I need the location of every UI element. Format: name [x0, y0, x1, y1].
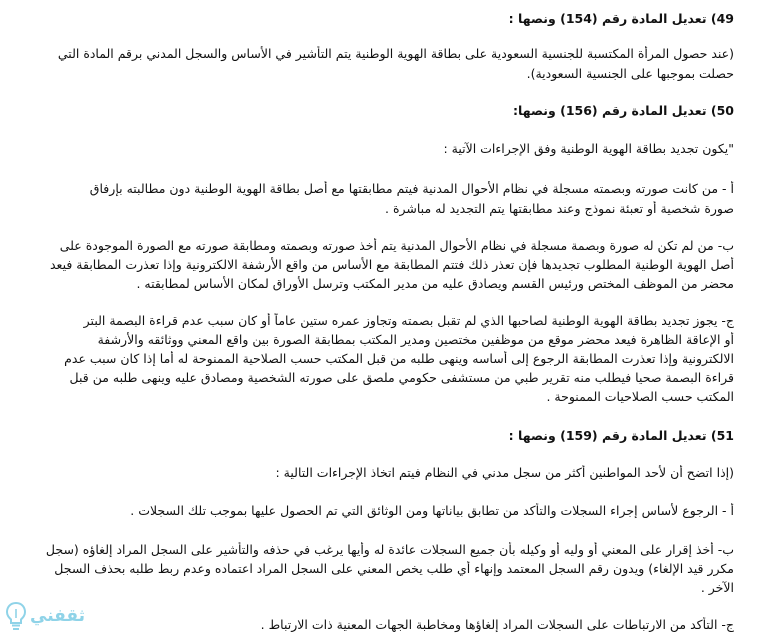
article-49-text-line-2: حصلت بموجبها على الجنسية السعودية).	[526, 66, 734, 81]
article-50-item-c-line-5: المكتب حسب الصلاحيات الممنوحة .	[546, 389, 734, 404]
article-51-item-b-line-3: الآخر .	[700, 580, 734, 595]
article-51-item-c-line-1: ج- التأكد من الارتباطات على السجلات المراد إلغاؤها ومخاطبة الجهات المعنية ذات الارتباط .	[260, 617, 734, 632]
article-50-item-c-line-3: الالكترونية وإذا تعذرت المطابقة الرجوع إلى أساسه وينهى طلبه من قبل المكتب حسب الصلاحية الممنوحة له أما إذا كان سبب عدم	[64, 351, 734, 366]
watermark-text: ثقفني	[30, 606, 85, 626]
article-50-heading: 50) تعديل المادة رقم (156) ونصها:	[513, 103, 734, 118]
article-49-heading: 49) تعديل المادة رقم (154) ونصها :	[508, 11, 734, 26]
article-50-item-c-line-4: قراءة البصمة صحيا فيطلب منه تقرير طبي من مستشفى حكومي ملصق على صورته الشخصية ومصادق عليه وينهى طلبه من قبل	[69, 370, 734, 385]
article-50-item-b-line-1: ب- من لم تكن له صورة وبصمة مسجلة في نظام الأحوال المدنية يتم أخذ صورته وبصمته ومطابقة صورته مع الصورة الموجودة على	[59, 238, 734, 253]
article-51-intro: (إذا اتضح أن لأحد المواطنين أكثر من سجل مدني في النظام فيتم اتخاذ الإجراءات التالية :	[275, 465, 734, 480]
article-50-item-c-line-1: ج- يجوز تجديد بطاقة الهوية الوطنية لصاحبها الذي لم تقبل بصمته وتجاوز عمره ستين عاماً أو كان سبب عدم قراءة البصمة البتر	[83, 313, 734, 328]
article-51-item-b-line-1: ب- أخذ إقرار على المعني أو وليه أو وكيله بأن جميع السجلات عائدة له وأيها يرغب في حذفه والتأشير على السجل المراد إلغاؤه (سجل	[45, 542, 734, 557]
article-51-heading: 51) تعديل المادة رقم (159) ونصها :	[508, 428, 734, 443]
article-50-intro: "يكون تجديد بطاقة الهوية الوطنية وفق الإجراءات الآتية :	[443, 141, 734, 156]
article-49-text-line-1: (عند حصول المرأة المكتسبة للجنسية السعودية على بطاقة الهوية الوطنية يتم التأشير في الأساس والسجل المدني برقم المادة التي	[57, 46, 734, 61]
lightbulb-icon	[4, 601, 28, 631]
article-50-item-b-line-2: أصل الهوية الوطنية المطلوب تجديدها فإن تعذر ذلك فتتم المطابقة مع الأساس من واقع الأرشفة الالكترونية وإذا تعذرت المطابقة فيعد	[49, 257, 734, 272]
article-51-item-a-line-1: أ - الرجوع لأساس إجراء السجلات والتأكد من تطابق بياناتها ومن الوثائق التي تم الحصول عليها بموجب تلك السجلات .	[130, 503, 734, 518]
site-watermark	[4, 598, 94, 634]
article-50-item-a-line-2: صورة شخصية أو تعبئة نموذج وعند مطابقتها يتم التجديد له مباشرة .	[385, 201, 734, 216]
article-50-item-c-line-2: أو الإعاقة الظاهرة فيعد محضر موقع من موظفين مختصين ومدير المكتب بمطابقة الصورة بين واقع المعني ووثائقه والأرشفة	[97, 332, 734, 347]
article-50-item-a-line-1: أ - من كانت صورته وبصمته مسجلة في نظام الأحوال المدنية فيتم مطابقتها مع أصل بطاقة الهوية الوطنية دون مطالبته بإرفاق	[89, 181, 734, 196]
article-51-item-b-line-2: مكرر قيد الإلغاء) ويدون رقم السجل المعتمد وإنهاء أي طلب يخص المعني على السجل المراد اعتماده وعدم ربط طلبه بحذف السجل	[54, 561, 734, 576]
article-50-item-b-line-3: محضر من الموظف المختص ورئيس القسم ويصادق عليه من مدير المكتب وترسل الأوراق لمكان الأساس لمطابقته .	[136, 276, 734, 291]
